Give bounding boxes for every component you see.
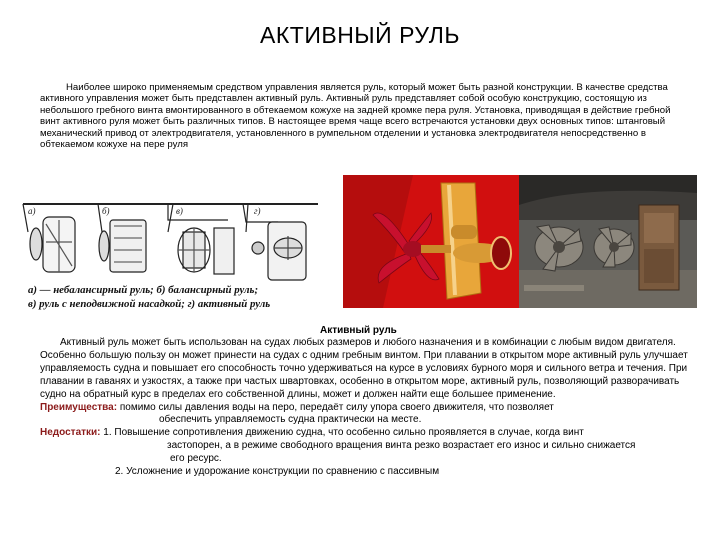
section-title: Активный руль <box>320 325 397 336</box>
disadvantages-item-1a: 1. Повышение сопротивления движению судна, что особенно сильно проявляется в случае, когда винт <box>103 427 584 439</box>
advantages-label: Преимущества: <box>40 401 118 413</box>
disadvantages-item-1b: застопорен, а в режиме свободного вращения винта резко возрастает его износ и сильно снижается <box>167 440 636 452</box>
diagram-label-b: б) <box>102 206 110 216</box>
diagram-caption <box>28 283 328 311</box>
intro-paragraph: Наиболее широко применяемым средством управления является руль, который может быть разной конструкции. В качестве средства активного управления может быть представлен активный руль. Активный руль представляет собой особую конструкцию, состоящую из небольшого гребного винта вмонтированного в обтекаемом кожухе на задней кромке пера руля. Установка, приводящая в действие гребной винт активного руля может быть различных типов. В настоящее время чаще всего встречаются установки двух основных типов: штанговый механический привод от электродвигателя, установленного в румпельном отделении и установка электродвигателя непосредственно в обтекаемом кожухе на пере руля <box>40 82 671 151</box>
active-rudder-illustration <box>343 175 520 308</box>
body-section <box>40 337 700 479</box>
diagram-label-a: а) <box>28 206 36 216</box>
advantages-text-2: обеспечить управляемость судна практически на месте. <box>159 414 422 426</box>
page-title: АКТИВНЫЙ РУЛЬ <box>260 22 460 48</box>
disadvantages-line <box>40 427 700 440</box>
diagram-label-c: в) <box>176 206 183 216</box>
disadvantages-item-1c: его ресурс. <box>170 453 222 465</box>
caption-line-2: в) руль с неподвижной насадкой; г) активный руль <box>28 298 271 310</box>
disadvantages-item-2: 2. Усложнение и удорожание конструкции по сравнению с пассивным <box>115 466 440 478</box>
body-paragraph: Активный руль может быть использован на судах любых размеров и любого назначения и в комбинации с любым видом двигателя. Особенно большую пользу он может принести на судах с одним гребным винтом. При плавании в открытом море активный руль улучшает управляемость судна и повышает его способность точно удерживаться на курсе в условиях бурного моря и сильного ветра и течения. При плавании в гаванях и узкостях, а также при частых швартовках, особенно в открытом море, активный руль, позволяющий разворачивать судно на обратный курс в пределах его собственной длины, может и должен найти еще большее применение. <box>40 337 688 400</box>
dock-propellers-photo <box>519 175 697 308</box>
advantages-text-1: помимо силы давления воды на перо, передаёт силу упора своего движителя, что позволяет <box>119 401 554 413</box>
diagram-label-d: г) <box>254 206 261 216</box>
disadvantages-label: Недостатки: <box>40 427 101 439</box>
caption-line-1: а) — небалансирный руль; б) балансирный руль; <box>28 284 259 296</box>
advantages-line <box>40 402 700 415</box>
